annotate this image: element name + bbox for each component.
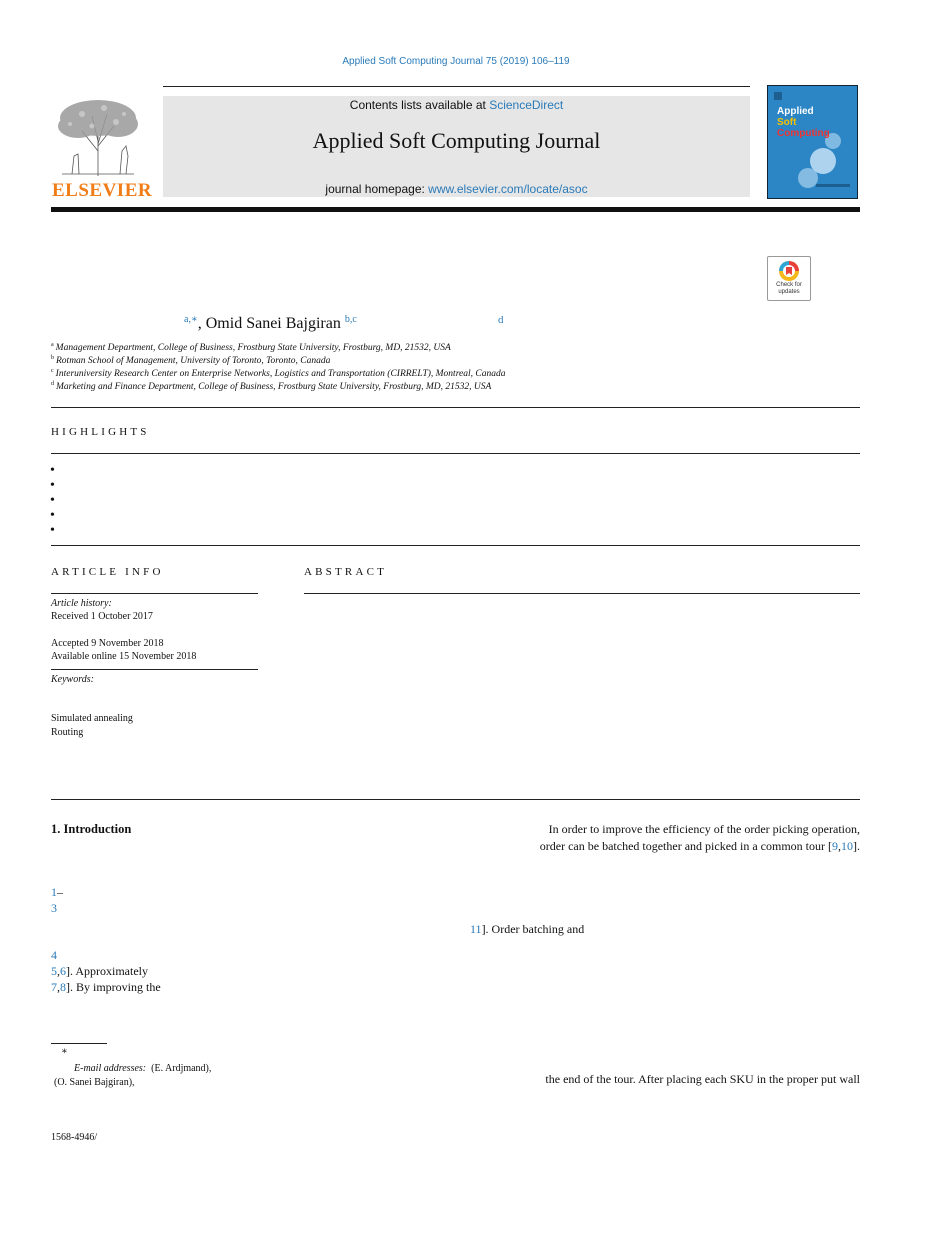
highlights-bottom-rule	[51, 545, 860, 546]
footnote-rule	[51, 1043, 107, 1044]
affiliation-a: $^a$ Management Department, College of Business, Frostburg State University, Frostburg, MD, 21532, USA	[51, 342, 451, 353]
introduction-heading: 1. Introduction	[51, 822, 132, 836]
journal-title: Applied Soft Computing Journal	[312, 128, 601, 153]
author-line	[184, 314, 357, 333]
check-for-updates-badge[interactable]	[767, 256, 811, 301]
citation-7-8-line: 7,8]. By improving the	[51, 980, 161, 994]
cover-title-applied: Applied	[777, 106, 814, 117]
keyword-item: Routing	[51, 727, 84, 738]
highlight-bullet: •	[50, 523, 55, 538]
citation-link[interactable]: 11	[470, 922, 482, 936]
accepted-date: Accepted 9 November 2018	[51, 638, 164, 649]
email-line-2: (O. Sanei Bajgiran),	[54, 1077, 135, 1088]
abstract-rule	[304, 593, 860, 594]
elsevier-tree-logo	[52, 96, 144, 180]
journal-cover[interactable]	[767, 85, 858, 199]
citation-1-3: 1–	[51, 885, 63, 899]
citation-5-6-line: 5,6]. Approximately	[51, 964, 148, 978]
homepage-line: journal homepage: www.elsevier.com/locate/asoc	[325, 182, 588, 196]
abstract-heading: ABSTRACT	[304, 566, 388, 578]
citation-link[interactable]: 4	[51, 948, 57, 962]
contents-line: Contents lists available at ScienceDirect	[349, 98, 564, 112]
author2-name: , Omid Sanei Bajgiran	[197, 315, 341, 332]
cover-title-soft: Soft	[777, 117, 797, 128]
cover-title	[777, 106, 853, 139]
front-matter-bottom-rule	[51, 799, 860, 800]
affiliation-d: $^d$ Marketing and Finance Department, College of Business, Frostburg State University, Frostburg, MD, 21532, USA	[51, 381, 492, 392]
keywords-label: Keywords:	[51, 674, 94, 685]
highlights-rule	[51, 453, 860, 454]
keywords-rule	[51, 669, 258, 670]
header-thick-rule	[51, 207, 860, 212]
intro-right-line-4: the end of the tour. After placing each SKU in the proper put wall	[545, 1072, 860, 1086]
highlight-bullet: •	[50, 508, 55, 523]
available-date: Available online 15 November 2018	[51, 651, 197, 662]
affiliation-b: $^b$ Rotman School of Management, University of Toronto, Toronto, Canada	[51, 355, 331, 366]
publisher-wordmark: ELSEVIER	[52, 180, 153, 201]
citation-link[interactable]: 8	[60, 980, 66, 994]
intro-right-line-1: In order to improve the efficiency of the order picking operation,	[548, 822, 860, 836]
citation-link[interactable]: 7	[51, 980, 57, 994]
cover-title-computing: Computing	[777, 128, 830, 139]
email-line: E-mail addresses: (E. Ardjmand),	[74, 1063, 212, 1074]
citation-link[interactable]: 5	[51, 964, 57, 978]
highlight-bullet: •	[50, 493, 55, 508]
sciencedirect-link[interactable]: ScienceDirect	[489, 98, 564, 112]
top-rule	[163, 86, 750, 87]
journal-reference[interactable]: Applied Soft Computing Journal 75 (2019) 106–119	[342, 56, 570, 67]
check-updates-label: Check for updates	[776, 282, 802, 295]
received-date: Received 1 October 2017	[51, 611, 153, 622]
author1-affiliation-ref[interactable]: a,∗	[184, 314, 198, 325]
highlight-bullet: •	[50, 463, 55, 478]
citation-link[interactable]: 9	[832, 839, 838, 853]
article-info-heading: ARTICLE INFO	[51, 566, 164, 578]
citation-link[interactable]: 1	[51, 885, 57, 899]
cover-art-icon	[768, 86, 857, 198]
intro-right-line-2: order can be batched together and picked in a common tour [9,10].	[539, 839, 860, 853]
intro-right-line-3: 11]. Order batching and	[470, 922, 585, 936]
citation-link[interactable]: 6	[60, 964, 66, 978]
affiliation-c: $^c$ Interuniversity Research Center on Enterprise Networks, Logistics and Transportation (CIRRELT), Montreal, Canada	[51, 368, 506, 379]
author2-affiliation-ref[interactable]: b,c	[344, 314, 357, 325]
citation-link[interactable]: 10	[841, 839, 853, 853]
author3-affiliation-ref[interactable]: d	[498, 314, 504, 326]
article-history-label: Article history:	[51, 598, 112, 609]
highlights-heading: HIGHLIGHTS	[51, 426, 150, 438]
issn-line: 1568-4946/	[51, 1132, 98, 1143]
footnote-star: ∗	[61, 1046, 68, 1057]
homepage-link[interactable]: www.elsevier.com/locate/asoc	[428, 182, 588, 196]
article-info-rule	[51, 593, 258, 594]
keyword-item: Simulated annealing	[51, 713, 133, 724]
citation-link[interactable]: 3	[51, 901, 57, 915]
highlight-bullet: •	[50, 478, 55, 493]
highlights-top-rule	[51, 407, 860, 408]
